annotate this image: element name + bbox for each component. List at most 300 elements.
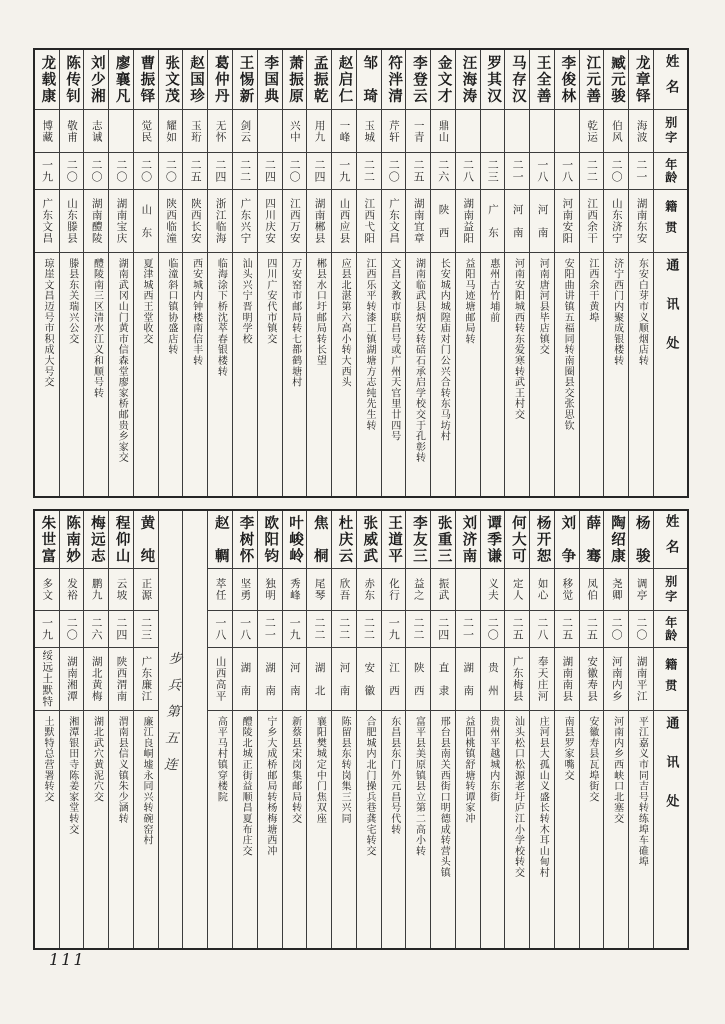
address-cell [505, 253, 529, 496]
age-value: 一九 [40, 617, 54, 641]
courtesy-cell [604, 110, 628, 153]
person-column [356, 50, 381, 496]
origin-value: 陕西长安 [189, 198, 202, 244]
courtesy-cell [134, 569, 158, 611]
person-column [257, 50, 282, 496]
age-value: 二〇 [634, 617, 648, 641]
person-column [83, 50, 108, 496]
courtesy-cell [555, 110, 579, 153]
origin-value: 山东滕县 [66, 198, 79, 244]
header-label-address: 通讯处 [663, 716, 679, 833]
address-value: 南县罗家嘴交 [562, 716, 574, 781]
address-value: 江西乐平转漆工镇湖塘方志纯先生转 [363, 258, 375, 431]
courtesy-name: 发裕 [66, 578, 79, 601]
person-name: 李俊林 [559, 54, 576, 105]
courtesy-name: 乾运 [586, 119, 599, 143]
courtesy-cell [505, 110, 529, 153]
courtesy-cell [283, 569, 307, 611]
address-value: 文昌文教市联昌号或广州天官里廿四号 [388, 258, 400, 442]
address-cell [530, 711, 554, 948]
person-column [356, 511, 381, 948]
address-cell [555, 711, 579, 948]
person-name: 王全善 [534, 54, 551, 105]
person-column [133, 50, 158, 496]
name-cell [357, 511, 381, 569]
address-value: 万安窑市邮局转七都鹤塘村 [289, 258, 301, 388]
age-cell [555, 611, 579, 648]
person-column [504, 511, 529, 948]
person-name: 臧元骏 [608, 54, 625, 105]
address-cell [406, 253, 430, 496]
age-value: 二〇 [288, 159, 302, 183]
address-cell [357, 711, 381, 948]
address-value: 河南唐河县毕店镇交 [537, 258, 549, 356]
courtesy-cell [233, 569, 257, 611]
address-value: 四川广安代市镇交 [264, 258, 276, 345]
courtesy-cell [183, 110, 207, 153]
age-value: 二二 [362, 159, 376, 183]
courtesy-cell [84, 110, 108, 153]
address-value: 济宁西门内聚成银楼转 [611, 258, 623, 366]
address-value: 邢台县南关西街口明德成转营头镇 [438, 716, 450, 878]
person-name: 萧振原 [287, 54, 303, 105]
person-name: 罗其汉 [485, 54, 502, 105]
address-value: 河南安阳城西转东爱寒转武王村交 [512, 258, 524, 420]
origin-value: 湖南宜章 [412, 198, 425, 244]
age-cell [456, 611, 480, 648]
address-cell [481, 253, 505, 496]
person-column [108, 511, 133, 948]
origin-cell [60, 190, 84, 253]
courtesy-cell [84, 569, 108, 611]
name-cell [481, 50, 505, 110]
address-cell [555, 253, 579, 496]
name-cell [283, 50, 307, 110]
person-column [331, 511, 356, 948]
roster-table-bottom [33, 509, 689, 950]
origin-value: 江西余干 [586, 198, 599, 244]
name-cell [580, 511, 604, 569]
origin-value: 湖南南县 [561, 656, 574, 702]
age-value: 二〇 [387, 159, 401, 183]
person-name: 杜庆云 [336, 514, 353, 565]
name-cell [233, 511, 257, 569]
person-column [306, 511, 331, 948]
person-name: 杨 骏 [633, 514, 650, 565]
age-value: 二三 [139, 617, 153, 641]
header-column [653, 511, 687, 948]
courtesy-name: 耀如 [165, 119, 178, 143]
age-cell [183, 153, 207, 190]
person-name: 梅远志 [88, 514, 105, 565]
address-cell [456, 711, 480, 948]
person-name: 李登云 [410, 54, 427, 105]
address-cell [481, 711, 505, 948]
person-name: 孟振乾 [311, 54, 328, 105]
origin-value: 湖南湘潭 [66, 656, 79, 702]
age-cell [109, 153, 133, 190]
courtesy-cell [283, 110, 307, 153]
courtesy-cell [530, 110, 554, 153]
courtesy-cell [604, 569, 628, 611]
courtesy-name: 移觉 [561, 578, 574, 601]
person-column [232, 511, 257, 948]
origin-cell [84, 648, 108, 711]
age-value: 二二 [312, 617, 326, 641]
address-value: 渭南县信义镇朱少涵转 [116, 716, 128, 824]
address-cell [530, 253, 554, 496]
origin-value: 河 南 [288, 661, 301, 697]
address-cell [382, 253, 406, 496]
address-value: 西安城内钟楼南信丰转 [190, 258, 202, 366]
name-cell [258, 511, 282, 569]
origin-value: 安 徽 [363, 661, 376, 697]
courtesy-name: 兴中 [288, 119, 301, 143]
person-name: 叶峻岭 [287, 514, 303, 565]
age-cell [307, 153, 331, 190]
address-value: 汕头兴宁晋明学校 [240, 258, 252, 345]
courtesy-name: 化行 [387, 578, 400, 601]
age-cell [109, 611, 133, 648]
address-cell [629, 711, 653, 948]
origin-cell [629, 648, 653, 711]
address-value: 宁乡大成桥邮局转杨梅塘西冲 [264, 716, 276, 857]
courtesy-name: 鹏九 [90, 578, 103, 601]
address-cell [283, 253, 307, 496]
address-value: 湘潭银田寺陈姜家堂转交 [66, 716, 78, 835]
origin-cell [481, 190, 505, 253]
person-column [579, 511, 604, 948]
age-cell [35, 153, 59, 190]
courtesy-cell [109, 569, 133, 611]
age-value: 一八 [535, 159, 549, 183]
origin-value: 陕 西 [412, 661, 425, 697]
person-name: 邹 琦 [361, 54, 378, 105]
address-value: 醴陵南三区清水江义和顺号转 [91, 258, 103, 399]
age-cell [60, 611, 84, 648]
address-value: 襄阳樊城定中门焦双座 [314, 716, 326, 824]
name-cell [431, 511, 455, 569]
person-column [207, 50, 232, 496]
courtesy-name: 振武 [437, 578, 450, 601]
courtesy-name: 一青 [412, 119, 425, 143]
address-value: 贵州平越城内东街 [487, 716, 499, 803]
origin-cell [580, 648, 604, 711]
origin-value: 广东兴宁 [239, 198, 252, 244]
person-name: 龙章铎 [633, 54, 650, 105]
origin-cell [629, 190, 653, 253]
person-column [529, 50, 554, 496]
origin-cell [406, 648, 430, 711]
age-value: 二〇 [486, 617, 500, 641]
courtesy-cell [629, 569, 653, 611]
age-value: 二一 [634, 159, 648, 183]
courtesy-name: 萃任 [214, 578, 227, 601]
address-value: 高平马村镇穿楼院 [215, 716, 227, 803]
person-column [331, 50, 356, 496]
courtesy-cell [258, 110, 282, 153]
courtesy-cell [382, 110, 406, 153]
age-cell [580, 153, 604, 190]
age-cell [604, 153, 628, 190]
age-cell [530, 153, 554, 190]
person-column [405, 50, 430, 496]
name-cell [84, 50, 108, 110]
courtesy-name: 义夫 [487, 578, 500, 601]
courtesy-cell [332, 110, 356, 153]
person-name: 张威武 [361, 514, 378, 565]
address-value: 应县北湛第六高小转大西头 [339, 258, 351, 388]
person-name: 符泮清 [386, 54, 403, 105]
address-cell [406, 711, 430, 948]
empty-column [182, 511, 207, 948]
name-cell [109, 50, 133, 110]
origin-cell [134, 190, 158, 253]
address-cell [134, 711, 158, 948]
age-value: 二三 [486, 159, 500, 183]
courtesy-cell [481, 110, 505, 153]
age-value: 二一 [461, 617, 475, 641]
address-cell [307, 711, 331, 948]
courtesy-name: 剑云 [239, 119, 252, 143]
age-value: 二五 [189, 159, 203, 183]
age-cell [654, 153, 687, 190]
courtesy-cell [208, 110, 232, 153]
origin-cell [357, 648, 381, 711]
origin-cell [431, 648, 455, 711]
courtesy-name: 益之 [412, 578, 425, 601]
name-cell [382, 50, 406, 110]
address-cell [654, 253, 687, 496]
person-name: 谭季谦 [485, 514, 502, 565]
age-value: 二六 [90, 617, 104, 641]
address-value: 长安城内城隍庙对门公兴合转东马坊村 [438, 258, 450, 442]
origin-cell [555, 648, 579, 711]
age-value: 一八 [560, 159, 574, 183]
name-cell [283, 511, 307, 569]
person-column [628, 50, 653, 496]
name-cell [530, 511, 554, 569]
name-cell [233, 50, 257, 110]
origin-cell [604, 648, 628, 711]
person-name: 马存汉 [509, 54, 526, 105]
courtesy-cell [530, 569, 554, 611]
courtesy-name: 无怀 [214, 119, 227, 143]
address-value: 安阳曲讲镇五福同转南圈县交张思钦 [562, 258, 574, 431]
name-cell [332, 511, 356, 569]
person-column [405, 511, 430, 948]
address-value: 汕头松口松源老圩庐江小学校转交 [512, 716, 524, 878]
header-label-age: 年龄 [663, 158, 678, 184]
age-cell [604, 611, 628, 648]
name-cell [258, 50, 282, 110]
person-column [158, 50, 183, 496]
origin-cell [481, 648, 505, 711]
courtesy-name: 敬甫 [66, 119, 79, 143]
person-name: 朱世富 [39, 514, 56, 565]
person-column [282, 511, 307, 948]
person-name: 程仰山 [113, 514, 130, 565]
name-cell [406, 511, 430, 569]
age-value: 二六 [436, 159, 450, 183]
address-cell [258, 253, 282, 496]
courtesy-cell [431, 569, 455, 611]
age-cell [283, 153, 307, 190]
address-cell [382, 711, 406, 948]
origin-cell [332, 648, 356, 711]
name-cell [406, 50, 430, 110]
courtesy-name: 如心 [536, 578, 549, 601]
name-cell [604, 511, 628, 569]
age-cell [505, 611, 529, 648]
address-cell [60, 253, 84, 496]
header-column [653, 50, 687, 496]
roster-table-top [33, 48, 689, 498]
address-cell [84, 711, 108, 948]
courtesy-cell [580, 569, 604, 611]
age-value: 二二 [337, 617, 351, 641]
address-value: 湖南武冈山门黄市信森堂廖家桥邮贵乡家交 [116, 258, 128, 464]
origin-cell [307, 648, 331, 711]
origin-value: 山 东 [140, 203, 153, 239]
origin-value: 山东济宁 [610, 198, 623, 244]
address-value: 新蔡县宋岗集邮局转交 [289, 716, 301, 824]
address-value: 河南内乡西峡口北塞交 [611, 716, 623, 824]
origin-cell [60, 648, 84, 711]
person-name: 龙载康 [39, 54, 56, 105]
person-column [430, 511, 455, 948]
courtesy-cell [382, 569, 406, 611]
courtesy-name: 觉民 [140, 119, 153, 143]
courtesy-cell [654, 569, 687, 611]
person-name: 欧阳钧 [262, 514, 279, 565]
courtesy-cell [580, 110, 604, 153]
courtesy-cell [60, 110, 84, 153]
age-cell [233, 611, 257, 648]
address-value: 湖北武穴黄泥穴交 [91, 716, 103, 803]
name-cell [629, 511, 653, 569]
origin-cell [84, 190, 108, 253]
address-value: 益阳马迹塘邮局转 [463, 258, 474, 345]
age-cell [35, 611, 59, 648]
header-label-address: 通讯处 [663, 258, 679, 375]
courtesy-cell [555, 569, 579, 611]
origin-value: 山西高平 [214, 656, 227, 702]
person-name: 焦 桐 [311, 514, 328, 565]
origin-cell [283, 648, 307, 711]
header-label-name: 姓名 [662, 514, 679, 565]
name-cell [530, 50, 554, 110]
age-value: 二二 [585, 159, 599, 183]
handwritten-annotation: 步兵第五连 [159, 650, 182, 784]
person-name: 何大可 [509, 514, 526, 565]
courtesy-cell [357, 569, 381, 611]
origin-value: 贵 州 [487, 661, 500, 697]
person-name: 廖襄凡 [113, 54, 130, 105]
person-name: 汪海涛 [460, 54, 477, 105]
origin-cell [258, 648, 282, 711]
header-label-courtesy: 别字 [663, 116, 678, 146]
origin-value: 奉天庄河 [536, 656, 549, 702]
courtesy-name: 多文 [41, 578, 54, 601]
courtesy-cell [406, 110, 430, 153]
name-cell [159, 50, 183, 110]
address-value: 滕县东关瑞兴公交 [66, 258, 78, 345]
person-name: 金文才 [435, 54, 452, 105]
origin-value: 湖 北 [313, 661, 326, 697]
age-value: 二五 [560, 617, 574, 641]
address-value: 夏津城西王堂收交 [141, 258, 153, 345]
age-cell [357, 611, 381, 648]
age-cell [431, 153, 455, 190]
address-cell [307, 253, 331, 496]
age-cell [481, 611, 505, 648]
name-cell [208, 50, 232, 110]
age-cell [406, 153, 430, 190]
origin-cell [530, 190, 554, 253]
person-column [306, 50, 331, 496]
courtesy-cell [654, 110, 687, 153]
origin-value: 直 隶 [437, 661, 450, 697]
age-cell [382, 153, 406, 190]
courtesy-name: 云坡 [115, 578, 128, 601]
address-cell [35, 253, 59, 496]
name-cell [604, 50, 628, 110]
person-name: 刘 争 [559, 514, 576, 565]
age-cell [629, 153, 653, 190]
origin-cell [654, 190, 687, 253]
person-column [59, 511, 84, 948]
header-label-origin: 籍贯 [663, 658, 678, 700]
address-cell [332, 253, 356, 496]
origin-cell [555, 190, 579, 253]
age-cell [84, 611, 108, 648]
age-value: 二四 [213, 159, 227, 183]
age-cell [134, 611, 158, 648]
age-cell [233, 153, 257, 190]
courtesy-cell [258, 569, 282, 611]
courtesy-name: 伯风 [610, 119, 623, 143]
person-column [579, 50, 604, 496]
age-cell [431, 611, 455, 648]
origin-cell [233, 648, 257, 711]
age-cell [555, 153, 579, 190]
person-column [35, 511, 59, 948]
person-name: 陈传钊 [64, 54, 81, 105]
courtesy-name: 调亭 [635, 578, 648, 601]
origin-value: 湖南益阳 [462, 198, 475, 244]
age-cell [159, 153, 183, 190]
person-column [455, 511, 480, 948]
address-cell [357, 253, 381, 496]
origin-cell [505, 190, 529, 253]
person-name: 张文茂 [163, 54, 180, 105]
origin-cell [307, 190, 331, 253]
origin-value: 陕西渭南 [115, 656, 128, 702]
courtesy-cell [629, 110, 653, 153]
name-cell [134, 511, 158, 569]
age-value: 二一 [511, 159, 525, 183]
origin-value: 安徽寿县 [586, 656, 599, 702]
courtesy-name: 芹轩 [387, 119, 400, 143]
address-value: 郴县水口圩邮局转长望 [314, 258, 326, 366]
name-cell [208, 511, 232, 569]
name-cell [382, 511, 406, 569]
address-cell [159, 253, 183, 496]
courtesy-cell [456, 110, 480, 153]
address-cell [580, 711, 604, 948]
age-value: 一八 [213, 617, 227, 641]
